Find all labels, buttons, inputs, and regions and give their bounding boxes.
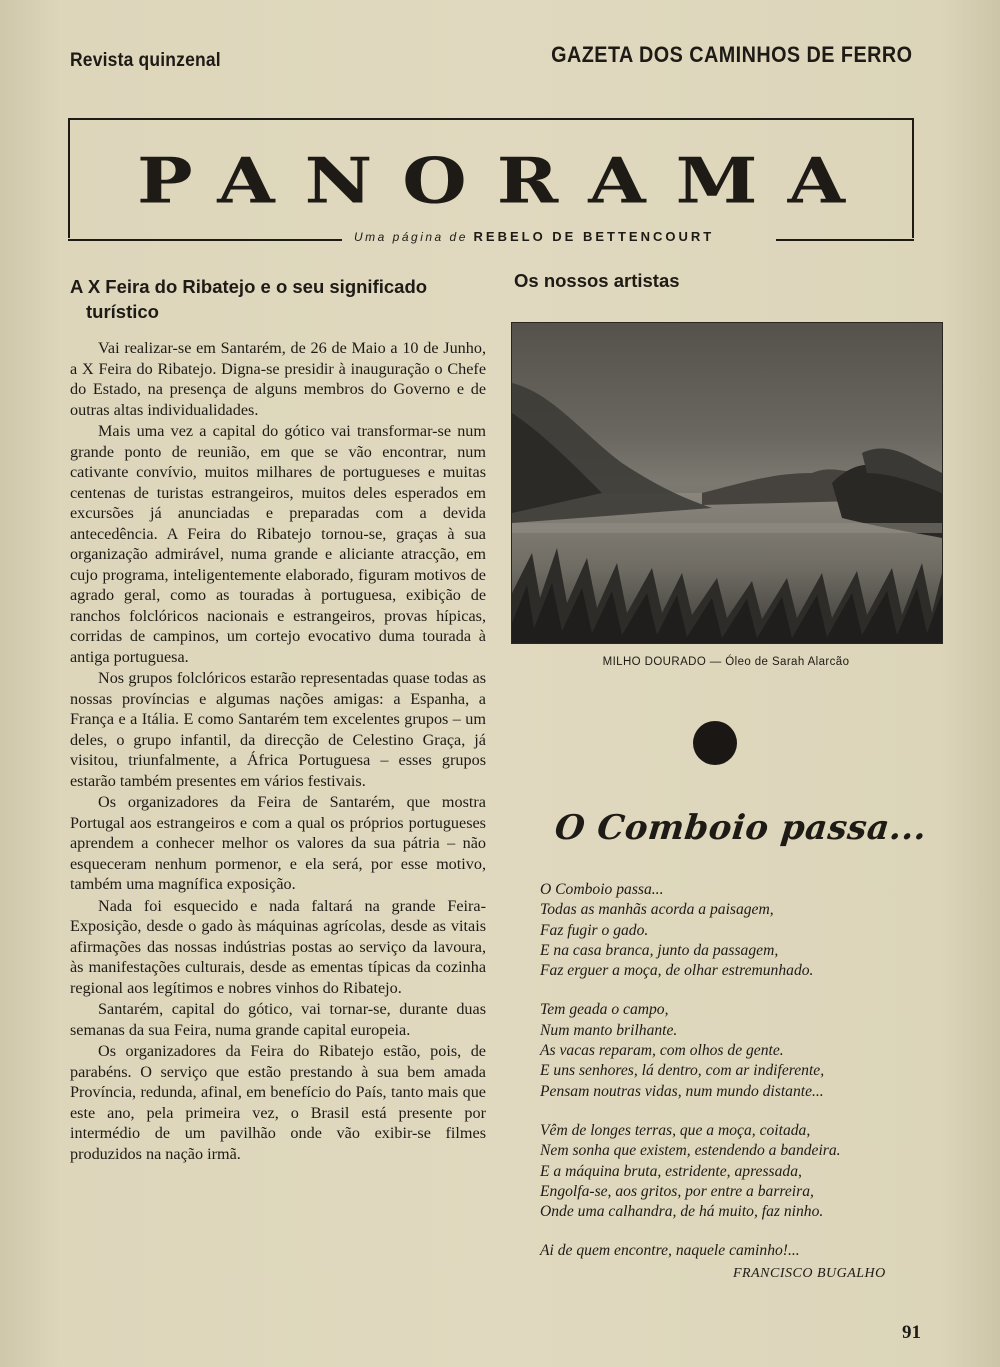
article-paragraph: Vai realizar-se em Santarém, de 26 de Maio a 10 de Junho, a X Feira do Ribatejo. Digna-se presidir à inauguração o Chefe do Estado, na presença de alguns membros do Governo e de outras altas individualidades. xyxy=(70,339,486,419)
poem-stanza xyxy=(540,1121,920,1222)
periodicity-label: Revista quinzenal xyxy=(70,50,221,71)
poem-line: Nem sonha que existem, estendendo a bandeira. xyxy=(540,1142,841,1160)
poem-line: Ai de quem encontre, naquele caminho!... xyxy=(540,1242,800,1260)
article-paragraph: Os organizadores da Feira de Santarém, que mostra Portugal aos estrangeiros e com a qual os próprios portugueses aprendem a conhecer melhor os valores da sua pátria – não esqueceram nenhum pormenor, e ela será, por esse motivo, também uma magnífica exposição. xyxy=(70,793,486,893)
poem-line: As vacas reparam, com olhos de gente. xyxy=(540,1042,784,1060)
magazine-name: GAZETA DOS CAMINHOS DE FERRO xyxy=(550,42,912,67)
article-title xyxy=(70,274,490,324)
poem-line: Faz erguer a moça, de olhar estremunhado. xyxy=(540,962,814,980)
poem-stanza xyxy=(540,1241,920,1261)
poem-line: O Comboio passa... xyxy=(540,881,664,898)
artists-section-title: Os nossos artistas xyxy=(514,270,680,291)
poem-stanza xyxy=(540,880,920,981)
poem-line: E na casa branca, junto da passagem, xyxy=(540,941,779,959)
painting-image xyxy=(511,322,943,644)
poem-title: O Comboio passa... xyxy=(552,808,929,848)
poem-line: E a máquina bruta, estridente, apressada, xyxy=(540,1162,802,1180)
poem-line: Vêm de longes terras, que a moça, coitada, xyxy=(540,1121,811,1139)
poem-line: Onde uma calhandra, de há muito, faz ninho. xyxy=(540,1203,824,1221)
byline-prefix: Uma página de xyxy=(354,230,468,244)
divider-right xyxy=(776,239,914,241)
byline-author: REBELO DE BETTENCOURT xyxy=(473,229,715,244)
byline-row xyxy=(68,229,914,249)
poem-line: Num manto brilhante. xyxy=(540,1021,678,1039)
article-body xyxy=(70,338,486,1165)
poem-line: Faz fugir o gado. xyxy=(540,921,649,939)
page-number: 91 xyxy=(902,1322,921,1343)
section-divider-dot xyxy=(693,721,737,765)
article-paragraph: Mais uma vez a capital do gótico vai transformar-se num grande ponto de reunião, em que se vão encontrar, num cativante convívio, muitos milhares de portugueses e muitas centenas de turistas estrangeiros, muitos deles esperados em excursões já anunciadas e preparadas com a devida antecedência. A Feira do Ribatejo tornou-se, graças à sua organização admirável, numa grande e aliciante atracção, em cujo programa, inteligentemente elaborado, figuram motivos de agrado geral, como as touradas à portuguesa, exibição de ranchos folclóricos nacionais e estrangeiros, provas hípicas, corridas de campinos, um cortejo evocativo duma tourada à antiga portuguesa. xyxy=(70,422,486,666)
poem-line: Todas as manhãs acorda a paisagem, xyxy=(540,901,774,919)
painting-landscape xyxy=(512,323,942,643)
panorama-banner xyxy=(68,118,914,238)
painting-caption: MILHO DOURADO — Óleo de Sarah Alarcão xyxy=(602,656,850,668)
divider-left xyxy=(68,239,342,241)
article-paragraph: Nos grupos folclóricos estarão representadas quase todas as nossas províncias e algumas nações amigas: a Espanha, a França e a Itália. E como Santarém tem excelentes grupos – um deles, o grupo infantil, da direcção de Celestino Graça, já visitou, triunfalmente, a África Portuguesa – esses grupos estarão também presentes em vários festivais. xyxy=(70,669,486,790)
article-paragraph: Santarém, capital do gótico, vai tornar-se, durante duas semanas da sua Feira, numa grande capital europeia. xyxy=(70,1000,486,1039)
poem-stanza xyxy=(540,1000,920,1101)
poem-body xyxy=(540,880,920,1281)
poem-line: Tem geada o campo, xyxy=(540,1001,669,1019)
poem-author: FRANCISCO BUGALHO xyxy=(733,1266,886,1281)
article-paragraph: Os organizadores da Feira do Ribatejo estão, pois, de parabéns. O serviço que estão prestando à sua bem amada Província, redunda, afinal, em benefício do País, tanto mais que este ano, pela primeira vez, o Brasil está presente por intermédio de um pavilhão onde vão exibir-se filmes produzidos na nação irmã. xyxy=(70,1042,486,1163)
banner-title: PANORAMA xyxy=(136,144,876,218)
poem-line: Pensam noutras vidas, num mundo distante... xyxy=(540,1082,824,1100)
article-title-line1: A X Feira do Ribatejo e o seu significado xyxy=(70,276,428,297)
poem-line: E uns senhores, lá dentro, com ar indiferente, xyxy=(540,1062,825,1080)
poem-line: Engolfa-se, aos gritos, por entre a barreira, xyxy=(540,1182,814,1200)
article-title-line2: turístico xyxy=(86,301,159,322)
byline xyxy=(354,229,714,244)
article-paragraph: Nada foi esquecido e nada faltará na grande Feira-Exposição, desde o gado às máquinas agrícolas, desde as vitais afirmações das nossas indústrias postas ao serviço da lavoura, às manifestações culturais, desde as ementas típicas da cozinha regional aos legítimos e nobres vinhos do Ribatejo. xyxy=(70,896,486,997)
